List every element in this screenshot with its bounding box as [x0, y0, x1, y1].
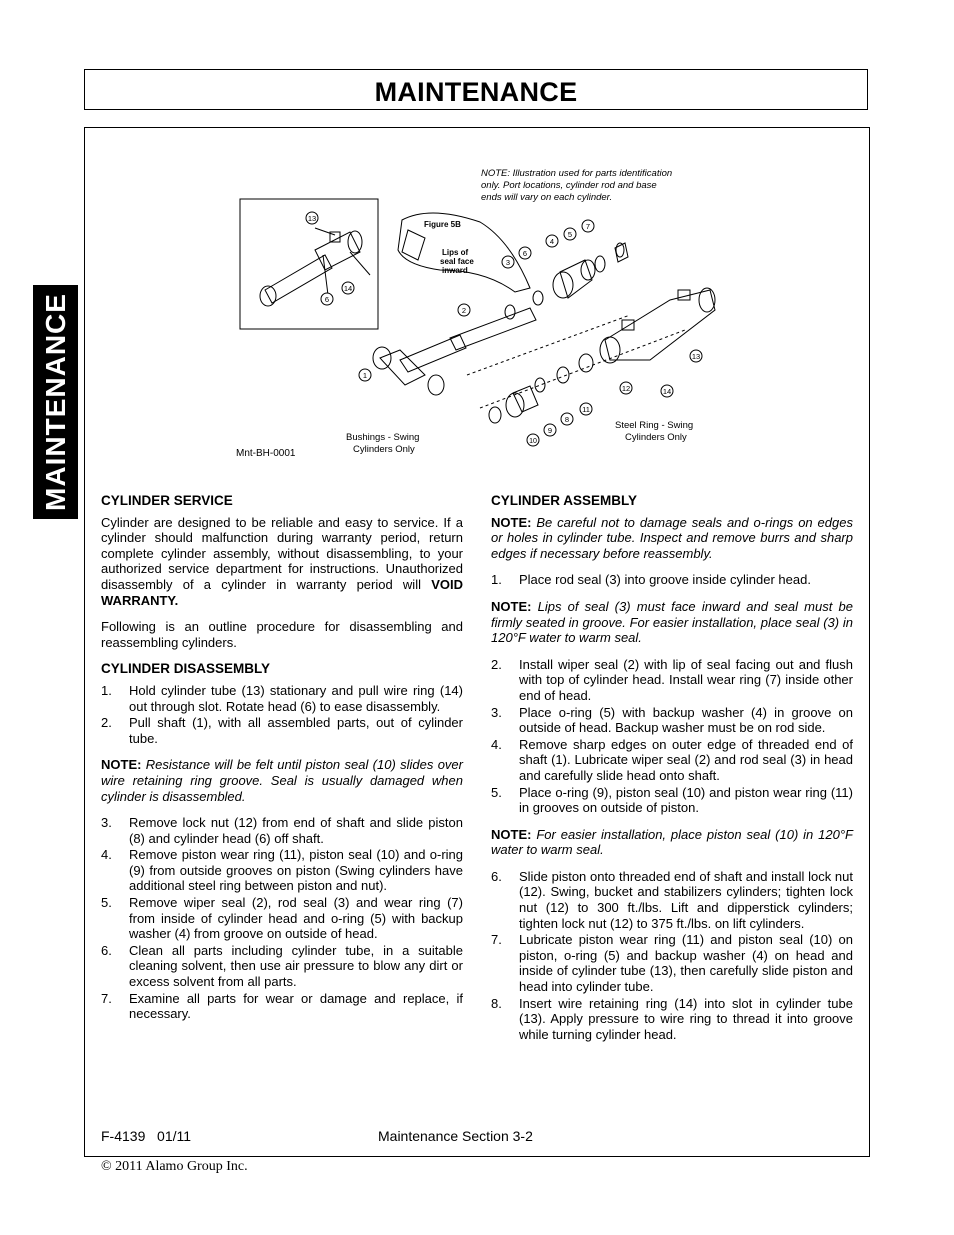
callout-8 [561, 413, 573, 425]
assembly-steps-c [491, 869, 853, 1043]
list-item: 5. Remove wiper seal (2), rod seal (3) and wear ring (7) from inside of cylinder head and o-ring (5) with backup washer (4) from groove on outside of head. [101, 895, 463, 942]
list-item: 4. Remove piston wear ring (11), piston seal (10) and o-ring (9) from outside grooves on piston (Swing cylinders have additional steel ring between piston and nut). [101, 847, 463, 894]
svg-text:7: 7 [585, 222, 591, 231]
cylinder-disassembly-heading: CYLINDER DISASSEMBLY [101, 661, 271, 677]
figure-note-line-2: only. Port locations, cylinder rod and base [481, 180, 657, 191]
callout-5 [564, 228, 576, 240]
callout-11 [580, 403, 592, 415]
cylinder-assembly-heading: CYLINDER ASSEMBLY [491, 493, 638, 508]
svg-text:inward: inward [442, 266, 468, 275]
list-item: 3. Remove lock nut (12) from end of shaft and slide piston (8) and cylinder head (6) off shaft. [101, 815, 463, 846]
assembly-note-2: NOTE: Lips of seal (3) must face inward and seal must be firmly seated in groove. For easier installation, place seal (3) in 120°F water to warm seal. [491, 598, 853, 646]
callout-7 [582, 220, 594, 232]
bushings-label-line-1: Bushings - Swing [346, 432, 420, 443]
list-item: 1. Hold cylinder tube (13) stationary and pull wire ring (14) out through slot. Rotate head (6) to ease disassembly. [101, 682, 463, 714]
svg-text:5: 5 [567, 230, 573, 239]
cylinder-service-heading: CYLINDER SERVICE [101, 493, 233, 508]
callout-14 [661, 385, 673, 397]
side-tab-label: MAINTENANCE [40, 293, 71, 511]
svg-text:9: 9 [547, 426, 553, 435]
svg-text:8: 8 [564, 415, 570, 424]
bushings-label-line-2: Cylinders Only [353, 444, 415, 455]
copyright: © 2011 Alamo Group Inc. [101, 1159, 248, 1174]
list-item: 7. Lubricate piston wear ring (11) and piston seal (10) on piston, o-ring (5) and backup washer (4) on head and inside of cylinder tube (13), then carefully slide piston and head into cylinder tube. [491, 932, 853, 995]
svg-text:12: 12 [621, 384, 631, 393]
list-item: 4. Remove sharp edges on outer edge of threaded end of shaft (1). Lubricate wiper seal (2) and rod seal (3) in head and carefully slide head onto shaft. [491, 736, 853, 783]
figure-note-line-3: ends will vary on each cylinder. [481, 192, 613, 203]
list-item: 6. Clean all parts including cylinder tube, in a suitable cleaning solvent, then use air pressure to blow any dirt or excess solvent from all parts. [101, 942, 463, 990]
footer-section: Maintenance Section 3-2 [378, 1128, 533, 1144]
steel-ring-label-line-1: Steel Ring - Swing [615, 420, 694, 431]
svg-text:Figure 5B: Figure 5B [424, 220, 461, 229]
steel-ring-label-line-2: Cylinders Only [625, 432, 687, 443]
cylinder-service-paragraph: Cylinder are designed to be reliable and easy to service. If a cylinder should malfunction during warranty period, return complete cylinder assembly, without disassembling, to your authorized service department for instructions. Unauthorized disassembly of a cylinder in warranty period will VOID WARRANTY. [101, 514, 463, 608]
callout-4 [546, 235, 558, 247]
piston-parts [467, 315, 685, 423]
outline-paragraph: Following is an outline procedure for disassembling and reassembling cylinders. [101, 619, 463, 650]
svg-text:6: 6 [324, 295, 330, 304]
svg-text:13: 13 [307, 214, 317, 223]
list-item: 2. Pull shaft (1), with all assembled parts, out of cylinder tube. [101, 715, 463, 746]
list-item: 6. Slide piston onto threaded end of shaft and install lock nut (12). Swing, bucket and stabilizers cylinders; tighten lock nut (12) to 300 ft./lbs. Lift and dipperstick cylinders; tighten lock nut (12) to 375 ft./lbs. on lift cylinders. [491, 868, 853, 931]
svg-text:1: 1 [362, 371, 368, 380]
callout-9 [544, 424, 556, 436]
callout-6 [519, 247, 531, 259]
svg-text:3: 3 [505, 258, 511, 267]
inset-callout-14 [342, 282, 354, 294]
callout-2 [458, 304, 470, 316]
callout-1 [359, 369, 371, 381]
callout-13 [690, 350, 702, 362]
left-column [101, 493, 463, 1033]
inset-callout-13 [306, 212, 318, 224]
disassembly-note: NOTE: Resistance will be felt until piston seal (10) slides over wire retaining ring groove. Seal is usually damaged when cylinder is disassembled. [101, 757, 463, 804]
svg-text:2: 2 [461, 306, 467, 315]
footer-doc-code: F-4139 01/11 [101, 1128, 192, 1144]
page-header [84, 69, 868, 110]
svg-text:Lips of: Lips of [442, 248, 469, 257]
callout-12 [620, 382, 632, 394]
list-item: 7. Examine all parts for wear or damage and replace, if necessary. [101, 990, 463, 1022]
figure-5b-detail [398, 213, 530, 292]
list-item: 8. Insert wire retaining ring (14) into slot in cylinder tube (13). Apply pressure to wire ring to thread it into groove while turning cylinder head. [491, 995, 853, 1042]
assembly-note-3: NOTE: For easier installation, place piston seal (10) in 120°F water to warm seal. [491, 826, 853, 858]
list-item: 5. Place o-ring (9), piston seal (10) and piston wear ring (11) in grooves on outside of piston. [491, 784, 853, 816]
inset-callout-6 [321, 293, 333, 305]
figure-ref-code: Mnt-BH-0001 [236, 448, 296, 459]
svg-text:14: 14 [343, 284, 353, 293]
cylinder-exploded-diagram [230, 160, 730, 465]
svg-text:14: 14 [662, 387, 672, 396]
assembly-steps-b [491, 657, 853, 816]
list-item: 3. Place o-ring (5) with backup washer (4) in groove on outside of head. Backup washer must be on rod side. [491, 704, 853, 736]
figure-note-line-1: NOTE: Illustration used for parts identification [481, 168, 673, 179]
list-item: 1. Place rod seal (3) into groove inside cylinder head. [491, 572, 811, 588]
assembly-steps-a [491, 572, 853, 588]
disassembly-steps-b [101, 815, 463, 1022]
callout-3 [502, 256, 514, 268]
assembly-note-1: NOTE: Be careful not to damage seals and o-rings on edges or holes in cylinder tube. Inspect and remove burrs and sharp edges if necessary before reassembly. [491, 514, 853, 561]
right-column [491, 493, 853, 1053]
svg-text:6: 6 [522, 249, 528, 258]
callout-10 [527, 434, 539, 446]
svg-text:4: 4 [549, 237, 555, 246]
svg-text:10: 10 [529, 438, 537, 445]
svg-text:13: 13 [691, 352, 701, 361]
svg-text:11: 11 [582, 405, 590, 414]
list-item: 2. Install wiper seal (2) with lip of seal facing out and flush with top of cylinder head. Install wear ring (7) inside other end of head. [491, 656, 853, 703]
svg-text:seal face: seal face [440, 257, 474, 266]
disassembly-steps-a [101, 683, 463, 746]
page-title: MAINTENANCE [374, 77, 578, 107]
assembled-cylinder-inset [260, 228, 370, 306]
